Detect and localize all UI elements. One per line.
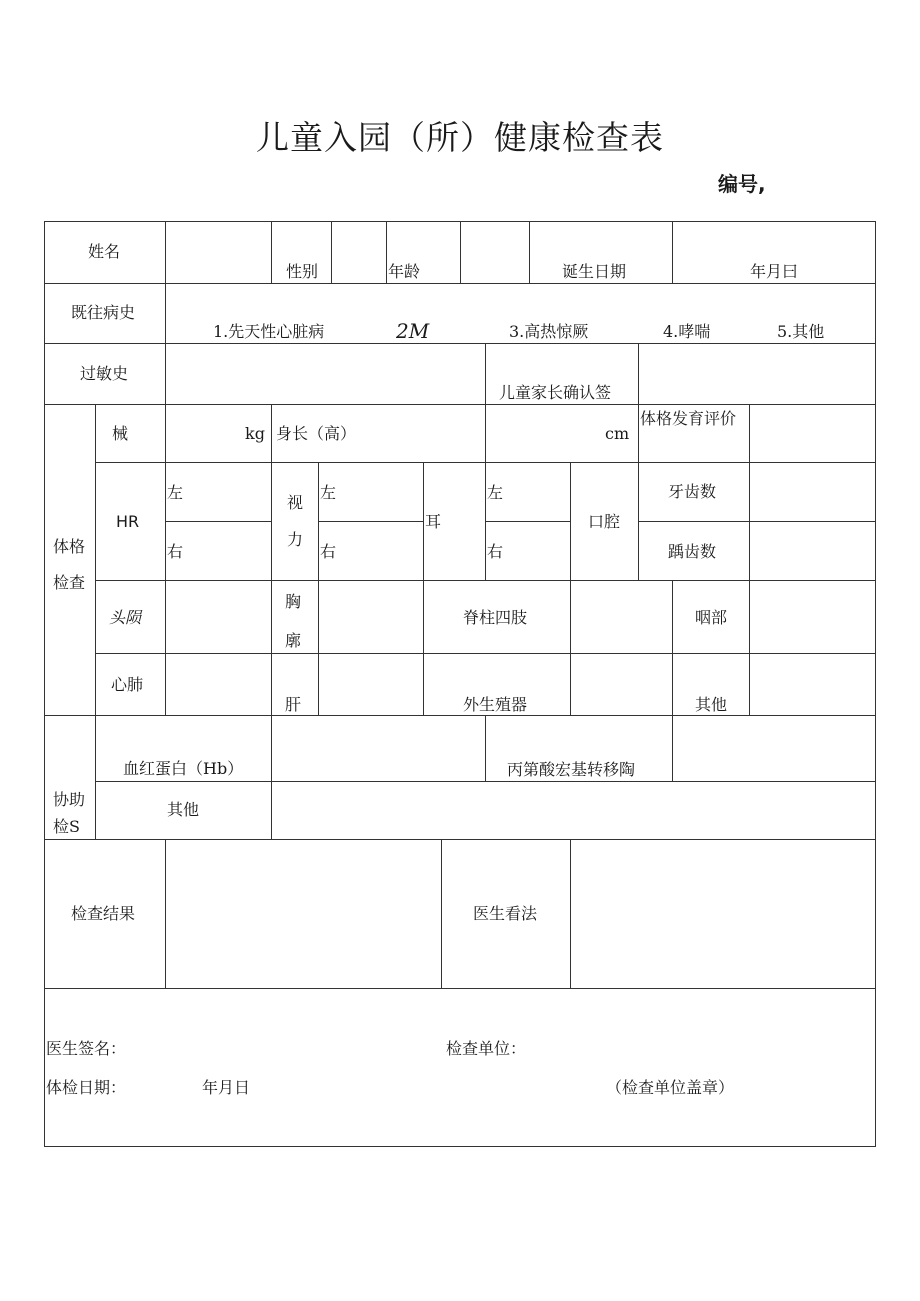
physical-section-label: 体格 [53, 537, 86, 556]
vision-left-label: 左 [320, 483, 337, 502]
vision-label: 视 [287, 493, 304, 512]
allergy-label: 过敏史 [80, 364, 129, 383]
teeth-count-label: 牙齿数 [668, 482, 717, 501]
exam-result-label: 检查结果 [71, 904, 136, 923]
assist-other-label: 其他 [167, 800, 200, 819]
parent-signature-input[interactable] [639, 344, 874, 403]
vision-label-2: 力 [287, 530, 304, 549]
chest-label: 胸 [285, 592, 302, 611]
assist-section-label: 协助 [53, 790, 86, 809]
allergy-input[interactable] [166, 344, 484, 403]
doctor-signature-label: 医生签名： [46, 1039, 127, 1058]
age-label: 年龄 [388, 262, 421, 281]
hemoglobin-input[interactable] [272, 716, 484, 780]
height-label: 身长（高） [276, 424, 357, 443]
birth-date-label: 诞生日期 [562, 262, 627, 281]
history-option-asthma[interactable]: 4.哮喘 [663, 322, 711, 341]
parent-confirm-label: 儿童家长确认签 [499, 383, 612, 402]
physical-other-label: 其他 [695, 695, 728, 714]
hr-left-label: 左 [167, 483, 184, 502]
form-title: 儿童入园（所）健康检查表 [256, 118, 664, 157]
vision-right-label: 右 [320, 542, 337, 561]
doctor-opinion-input[interactable] [571, 840, 874, 987]
ear-label: 耳 [425, 512, 442, 531]
weight-unit: kg [245, 424, 265, 443]
doctor-opinion-label: 医生看法 [473, 904, 538, 923]
genital-label: 外生殖器 [463, 695, 528, 714]
throat-label: 咽部 [695, 608, 728, 627]
ear-right-label: 右 [487, 542, 504, 561]
birth-date-input[interactable]: 年月曰 [750, 262, 799, 281]
serial-number-label: 编号, [718, 172, 766, 196]
head-label: 头陨 [109, 608, 142, 627]
alt-input[interactable] [673, 716, 874, 780]
exam-result-input[interactable] [166, 840, 440, 987]
history-option-convulsion[interactable]: 3.高热惊厥 [509, 322, 589, 341]
alt-label: 丙第酸宏基转移陶 [507, 760, 636, 779]
age-input[interactable] [461, 222, 528, 282]
height-unit: cm [605, 424, 630, 443]
history-option-other[interactable]: 5.其他 [777, 322, 825, 341]
exam-unit-label: 检查单位： [446, 1039, 527, 1058]
weight-label: 械 [112, 424, 129, 443]
history-option-2[interactable]: 2M [396, 319, 430, 343]
development-evaluation-label: 体格发育评价 [640, 409, 737, 428]
unit-stamp-label: （检查单位盖章） [606, 1078, 735, 1097]
assist-other-input[interactable] [272, 782, 874, 838]
hemoglobin-label: 血红蛋白（Hb） [123, 759, 244, 778]
caries-count-label: 踽齿数 [668, 542, 717, 561]
physical-section-label-2: 检查 [53, 573, 86, 592]
gender-label: 性别 [286, 262, 319, 281]
chest-label-2: 廓 [285, 631, 302, 650]
hr-label: HR [116, 512, 140, 531]
name-input[interactable] [166, 222, 270, 282]
oral-label: 口腔 [588, 512, 621, 531]
exam-date-input[interactable]: 年月日 [202, 1078, 251, 1097]
medical-history-label: 既往病史 [71, 303, 136, 322]
ear-left-label: 左 [487, 483, 504, 502]
exam-date-label: 体检日期： [46, 1078, 127, 1097]
assist-section-label-2: 检S [53, 817, 80, 836]
name-label: 姓名 [88, 242, 121, 261]
spine-limbs-label: 脊柱四肢 [463, 608, 528, 627]
heart-lung-label: 心肺 [111, 675, 144, 694]
gender-input[interactable] [332, 222, 385, 282]
hr-right-label: 右 [167, 542, 184, 561]
liver-label: 肝 [285, 695, 302, 714]
history-option-heart[interactable]: 1.先天性心脏病 [213, 322, 325, 341]
